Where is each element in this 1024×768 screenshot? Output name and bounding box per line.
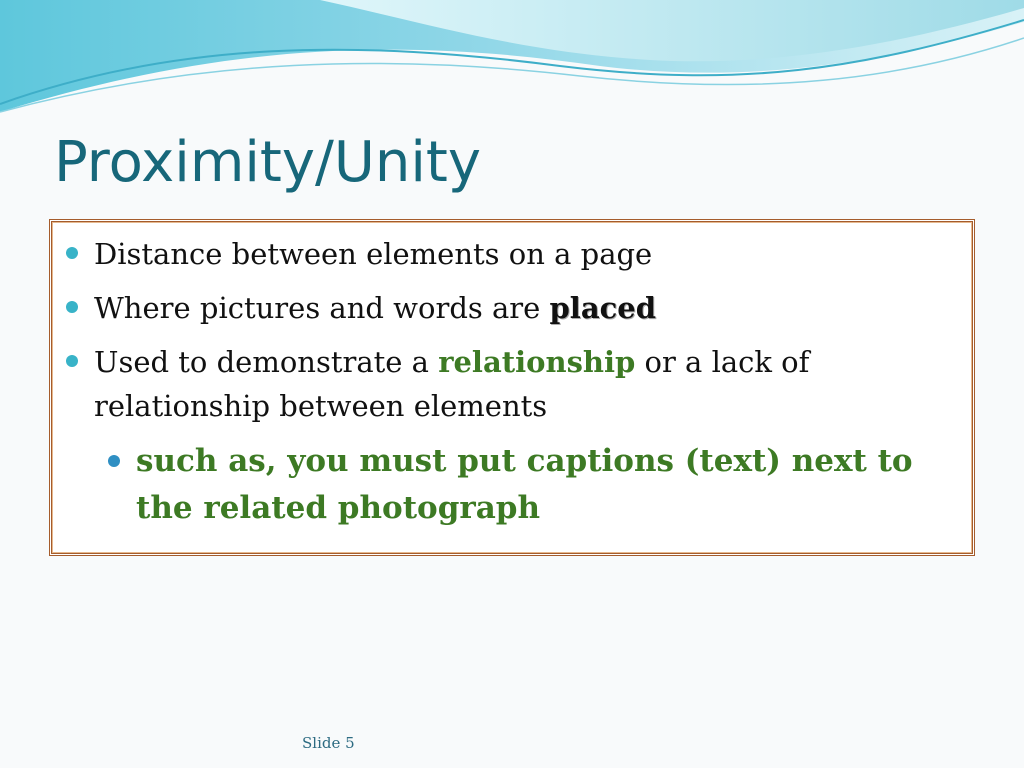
bullet-prefix: Used to demonstrate a bbox=[94, 345, 439, 379]
bullet-dot-icon bbox=[66, 301, 78, 313]
bullet-text: Distance between elements on a page bbox=[94, 237, 653, 271]
top-wave-decoration bbox=[0, 0, 1024, 120]
sub-bullet-item bbox=[108, 438, 958, 532]
bullet-item bbox=[66, 340, 958, 428]
bullet-list bbox=[66, 232, 958, 428]
emphasis-relationship: relationship bbox=[438, 345, 636, 379]
bullet-suffix: or a lack of bbox=[635, 345, 810, 379]
bullet-item bbox=[66, 232, 958, 276]
bullet-dot-icon bbox=[66, 247, 78, 259]
slide-number: Slide 5 bbox=[302, 734, 355, 752]
slide-title: Proximity/Unity bbox=[54, 130, 482, 195]
content-box bbox=[49, 219, 975, 556]
content-area bbox=[66, 232, 958, 543]
sub-bullet-dot-icon bbox=[108, 455, 120, 467]
emphasis-placed: placed bbox=[549, 291, 657, 325]
sub-bullet-line-1: such as, you must put captions (text) next to bbox=[136, 443, 913, 479]
bullet-text-line bbox=[94, 340, 958, 384]
bullet-dot-icon bbox=[66, 355, 78, 367]
bullet-item bbox=[66, 286, 958, 330]
bullet-text-line-2: relationship between elements bbox=[94, 389, 548, 423]
sub-bullet-line-2: the related photograph bbox=[136, 490, 540, 526]
bullet-prefix: Where pictures and words are bbox=[94, 291, 550, 325]
bullet-text-line bbox=[94, 286, 958, 330]
